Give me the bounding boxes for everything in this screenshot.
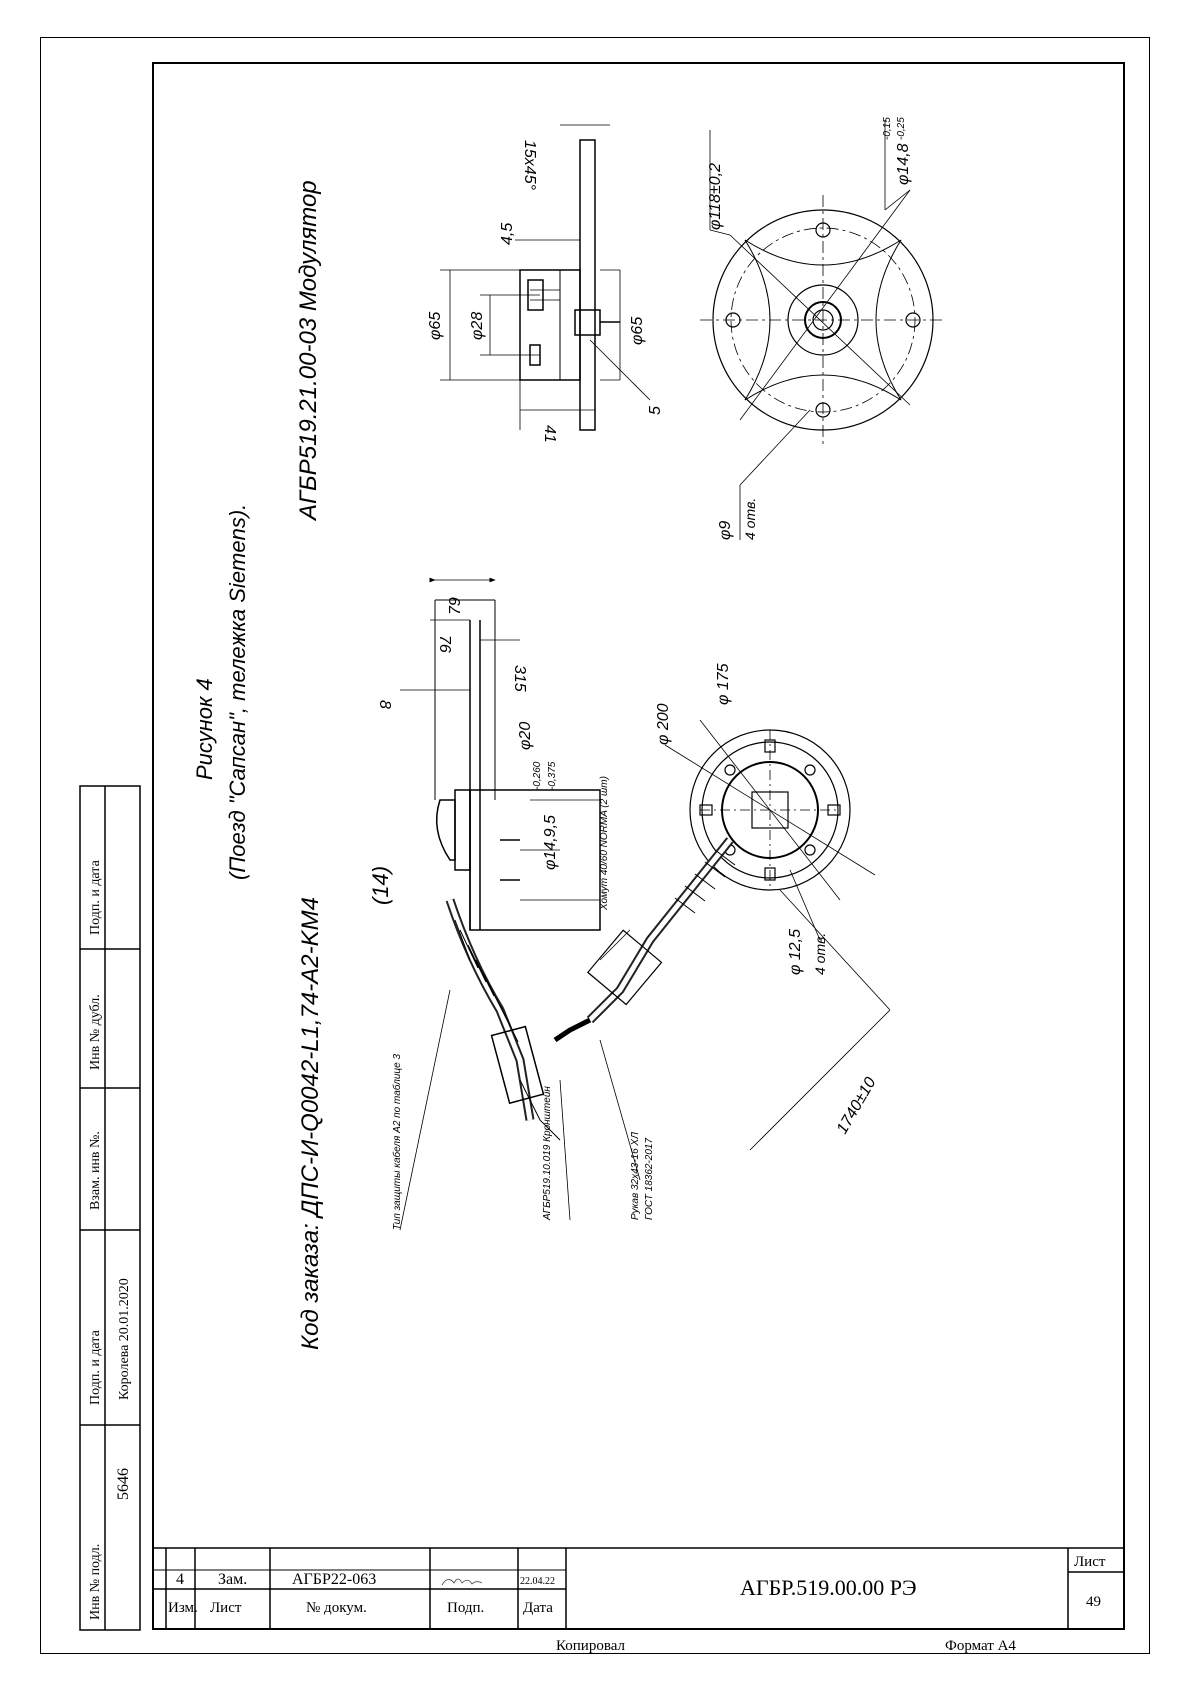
dim-d148-tol-low: -0,25	[896, 117, 907, 140]
dim-d118: φ118±0,2	[707, 163, 724, 230]
tb-header-data: Дата	[523, 1600, 553, 1616]
dim-315: 315	[511, 665, 528, 692]
dim-chamfer: 15x45°	[521, 140, 538, 190]
tb-sheet-num: 49	[1086, 1594, 1101, 1610]
dim-d149-tol-low: -0,375	[547, 761, 558, 790]
sensor-side-dims	[400, 580, 600, 900]
dim-5: 5	[647, 406, 664, 415]
dim-hole-count-mod: 4 отв.	[742, 497, 758, 540]
tb-header-list: Лист	[210, 1600, 242, 1616]
stamp-vzam-label: Взам. инв №.	[88, 1131, 103, 1210]
dim-76: 76	[436, 635, 453, 653]
dim-41: 41	[541, 425, 558, 443]
stamp-inv-podl-label: Инв № подл.	[88, 1543, 103, 1620]
tb-header-docnum: № докум.	[306, 1600, 367, 1616]
tb-change-type: Зам.	[218, 1571, 248, 1588]
tb-designation: АГБР.519.00.00 РЭ	[740, 1575, 917, 1600]
dim-d148-tol-up: -0,15	[882, 117, 893, 140]
modulator-title: АГБР519.21.00-03 Модулятор	[295, 180, 322, 520]
callout-hose: Рукав 32х43-16 ХЛ	[630, 1132, 641, 1220]
order-code: Код заказа: ДПС-И-Q0042-L1,74-A2-KM4	[297, 897, 324, 1350]
stamp-inv-dubl-label: Инв № дубл.	[88, 994, 103, 1070]
dim-cable-length: 1740±10	[833, 1074, 880, 1137]
stamp-podp-data-value: Королева 20.01.2020	[117, 1278, 132, 1400]
callout-bracket: АГБР519.10.019 Кронштейн	[542, 1086, 553, 1220]
dim-hole-count: 4 отв.	[812, 932, 828, 975]
dim-d65b: φ65	[629, 316, 646, 345]
figure-subtitle: (Поезд "Сапсан", тележка Siemens).	[225, 503, 250, 880]
dim-d175: φ 175	[715, 663, 732, 705]
dim-d20: φ20	[517, 721, 534, 750]
footer-copied: Копировал	[556, 1638, 625, 1654]
tb-change-date: 22.04.22	[520, 1576, 555, 1587]
dim-d200: φ 200	[655, 703, 672, 745]
stamp-podp-data2-label: Подп. и дата	[88, 860, 103, 935]
tb-header-podp: Подп.	[447, 1600, 485, 1616]
tb-header-izm: Изм.	[168, 1600, 198, 1616]
modulator-side-dims	[440, 125, 650, 430]
title-block	[152, 1548, 1125, 1630]
callout-hose-std: ГОСТ 18362-2017	[644, 1137, 655, 1220]
tb-signature	[442, 1579, 482, 1585]
tb-sheet-label: Лист	[1074, 1554, 1106, 1570]
figure-title: Рисунок 4	[192, 678, 217, 780]
order-qty: (14)	[368, 865, 393, 905]
footer-format: Формат А4	[945, 1638, 1016, 1654]
stamp-inv-podl-value: 5646	[115, 1468, 132, 1500]
dim-d148: φ14,8	[895, 143, 912, 185]
callout-protection: Тип защиты кабеля A2 по таблице 3	[392, 1053, 403, 1230]
dim-45: 4,5	[499, 222, 516, 245]
dim-79: 79	[447, 597, 464, 615]
tb-change-doc: АГБР22-063	[292, 1571, 377, 1588]
dim-d149-tol-up: -0,260	[532, 761, 543, 790]
dim-d149: φ14,9,5	[542, 815, 559, 870]
modulator-front-view	[700, 195, 945, 445]
callout-clamp: Хомут 40/60 NORMA (2 шт)	[599, 776, 610, 910]
tb-change-num: 4	[176, 1571, 184, 1588]
dim-hole-125: φ 12,5	[787, 928, 804, 975]
dim-d28: φ28	[469, 311, 486, 340]
dim-hole-9: φ9	[717, 520, 734, 540]
dim-8: 8	[376, 700, 393, 709]
dim-d65a: φ65	[427, 311, 444, 340]
stamp-podp-data-label: Подп. и дата	[88, 1330, 103, 1405]
modulator-front-dims	[710, 120, 910, 540]
